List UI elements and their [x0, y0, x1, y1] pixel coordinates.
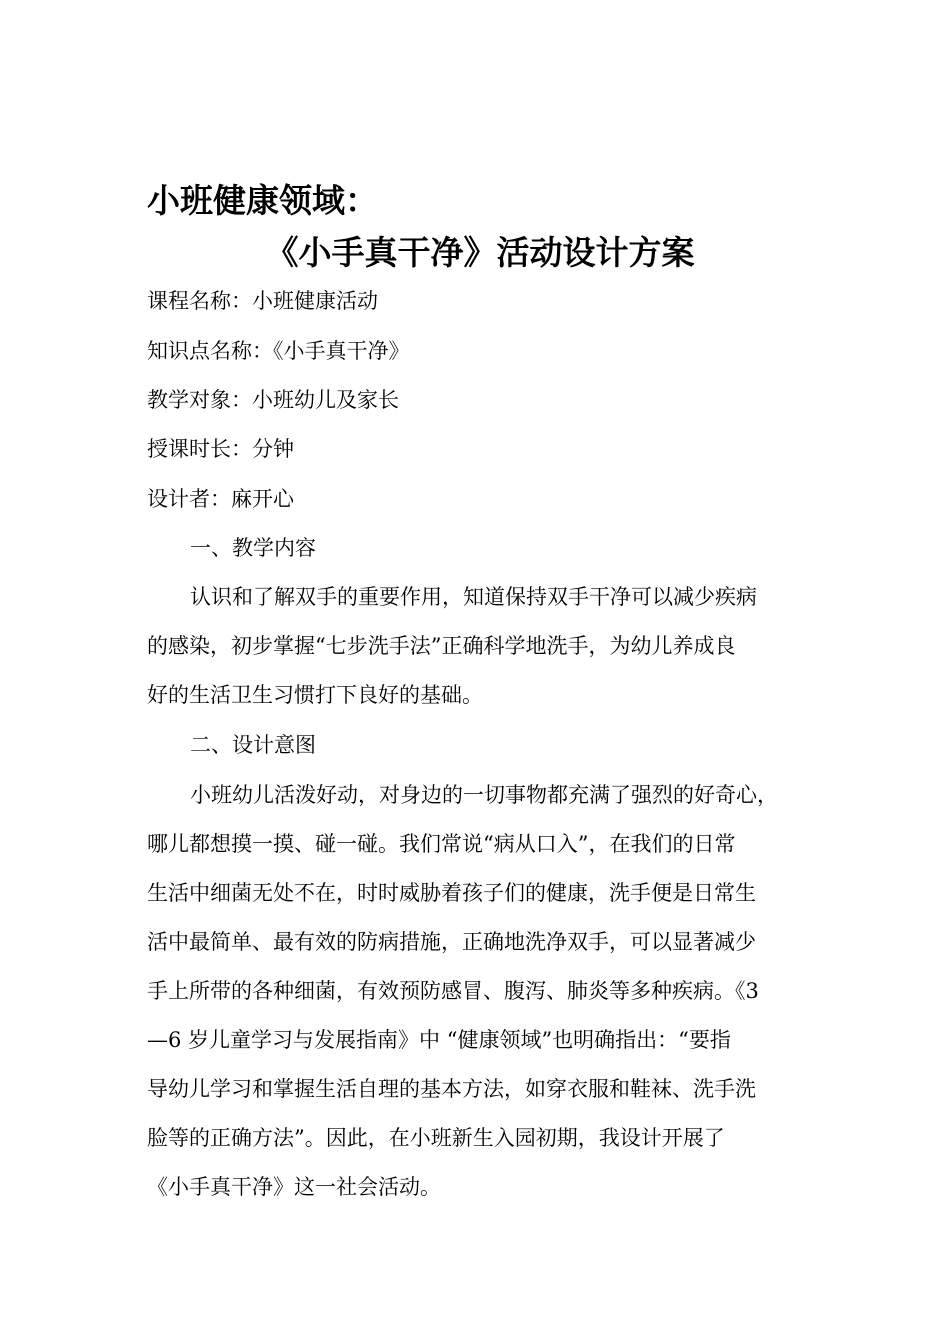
info-designer: 设计者：麻开心: [147, 487, 294, 511]
paragraph-line: 认识和了解双手的重要作用，知道保持双手干净可以减少疾病: [190, 585, 757, 609]
paragraph-line: 好的生活卫生习惯打下良好的基础。: [147, 683, 483, 707]
section-heading-teaching-content: 一、教学内容: [190, 536, 316, 560]
document-title-line2: 《小手真干净》活动设计方案: [265, 233, 695, 272]
document-title-line1: 小班健康领域：: [147, 181, 378, 220]
paragraph-line: 导幼儿学习和掌握生活自理的基本方法，如穿衣服和鞋袜、洗手洗: [147, 1077, 756, 1101]
info-knowledge-point: 知识点名称：《小手真干净》: [147, 339, 410, 363]
paragraph-line: 手上所带的各种细菌，有效预防感冒、腹泻、肺炎等多种疾病。《3: [147, 979, 759, 1003]
paragraph-line: 活中最简单、最有效的防病措施，正确地洗净双手，可以显著减少: [147, 930, 756, 954]
paragraph-line: 脸等的正确方法”。因此，在小班新生入园初期，我设计开展了: [147, 1126, 725, 1150]
info-audience: 教学对象：小班幼儿及家长: [147, 388, 399, 412]
section-heading-design-intent: 二、设计意图: [190, 733, 316, 757]
paragraph-line: 生活中细菌无处不在，时时威胁着孩子们的健康，洗手便是日常生: [147, 881, 756, 905]
paragraph-line: 哪儿都想摸一摸、碰一碰。我们常说“病从口入”，在我们的日常: [147, 832, 736, 856]
paragraph-line: —6 岁儿童学习与发展指南》中 “健康领域”也明确指出：“要指: [147, 1028, 731, 1052]
paragraph-line: 《小手真干净》这一社会活动。: [147, 1175, 441, 1199]
paragraph-line: 小班幼儿活泼好动，对身边的一切事物都充满了强烈的好奇心，: [190, 783, 778, 807]
paragraph-line: 的感染，初步掌握“七步洗手法”正确科学地洗手，为幼儿养成良: [147, 634, 736, 658]
info-course: 课程名称：小班健康活动: [147, 289, 378, 313]
paragraph-design-intent: [147, 780, 837, 1221]
info-duration: 授课时长：分钟: [147, 437, 294, 461]
paragraph-teaching-content: [147, 582, 837, 729]
